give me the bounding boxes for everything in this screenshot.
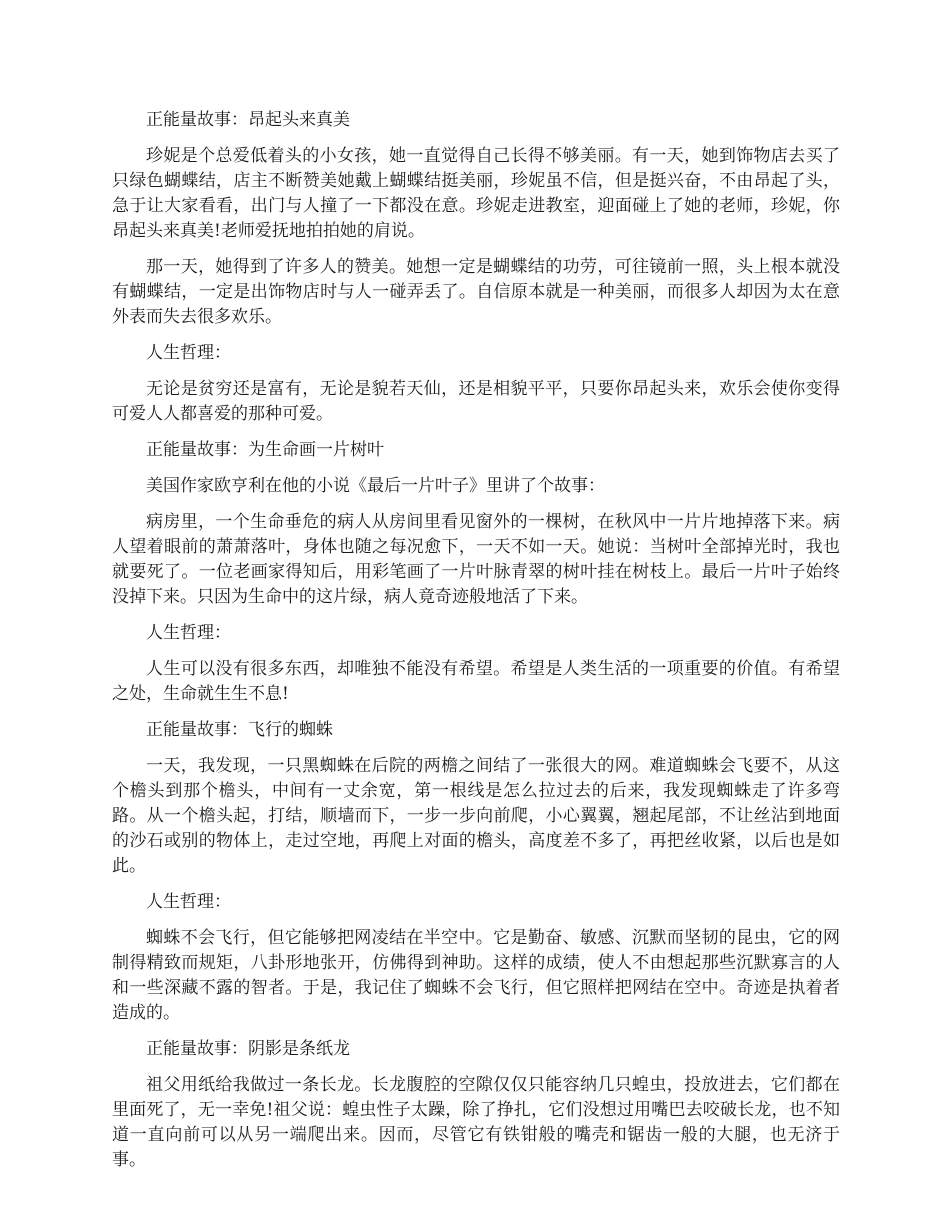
- story-title: 正能量故事：飞行的蜘蛛: [146, 720, 333, 740]
- story-paragraph: 美国作家欧亨利在他的小说《最后一片叶子》里讲了个故事：: [146, 476, 605, 496]
- philosophy-heading: 人生哲理：: [146, 623, 231, 643]
- philosophy-heading: 人生哲理：: [146, 892, 231, 912]
- document-body: [112, 108, 840, 1184]
- story-paragraph: 那一天，她得到了许多人的赞美。她想一定是蝴蝶结的功劳，可往镜前一照，头上根本就没有蝴蝶结，一定是出饰物店时与人一碰弄丢了。自信原本就是一种美丽，而很多人却因为太在意外表而失去很多欢乐。: [112, 257, 840, 327]
- philosophy-heading: 人生哲理：: [146, 343, 231, 363]
- philosophy-paragraph: 蜘蛛不会飞行，但它能够把网凌结在半空中。它是勤奋、敏感、沉默而坚韧的昆虫，它的网制得精致而规矩，八卦形地张开，仿佛得到神助。这样的成绩，使人不由想起那些沉默寡言的人和一些深藏不露的智者。于是，我记住了蜘蛛不会飞行，但它照样把网结在空中。奇迹是执着者造成的。: [112, 928, 840, 1023]
- philosophy-paragraph: 人生可以没有很多东西，却唯独不能没有希望。希望是人类生活的一项重要的价值。有希望之处，生命就生生不息!: [112, 659, 840, 704]
- story-paragraph: 珍妮是个总爱低着头的小女孩，她一直觉得自己长得不够美丽。有一天，她到饰物店去买了只绿色蝴蝶结，店主不断赞美她戴上蝴蝶结挺美丽，珍妮虽不信，但是挺兴奋，不由昂起了头，急于让大家看看，出门与人撞了一下都没在意。珍妮走进教室，迎面碰上了她的老师，珍妮，你昂起头来真美!老师爱抚地拍拍她的肩说。: [112, 146, 840, 241]
- story-title: 正能量故事：为生命画一片树叶: [146, 440, 384, 460]
- philosophy-paragraph: 无论是贫穷还是富有，无论是貌若天仙，还是相貌平平，只要你昂起头来，欢乐会使你变得可爱人人都喜爱的那种可爱。: [112, 379, 840, 424]
- story-title: 正能量故事：阴影是条纸龙: [146, 1039, 350, 1059]
- story-paragraph: 一天，我发现，一只黑蜘蛛在后院的两檐之间结了一张很大的网。难道蜘蛛会飞要不，从这个檐头到那个檐头，中间有一丈余宽，第一根线是怎么拉过去的后来，我发现蜘蛛走了许多弯路。从一个檐头起，打结，顺墙而下，一步一步向前爬，小心翼翼，翘起尾部，不让丝沾到地面的沙石或别的物体上，走过空地，再爬上对面的檐头，高度差不多了，再把丝收紧，以后也是如此。: [112, 756, 840, 876]
- story-title: 正能量故事：昂起头来真美: [146, 110, 350, 130]
- story-paragraph: 祖父用纸给我做过一条长龙。长龙腹腔的空隙仅仅只能容纳几只蝗虫，投放进去，它们都在里面死了，无一幸免!祖父说：蝗虫性子太躁，除了挣扎，它们没想过用嘴巴去咬破长龙，也不知道一直向前可以从另一端爬出来。因而，尽管它有铁钳般的嘴壳和锯齿一般的大腿，也无济于事。: [112, 1075, 840, 1170]
- story-paragraph: 病房里，一个生命垂危的病人从房间里看见窗外的一棵树，在秋风中一片片地掉落下来。病人望着眼前的萧萧落叶，身体也随之每况愈下，一天不如一天。她说：当树叶全部掉光时，我也就要死了。一位老画家得知后，用彩笔画了一片叶脉青翠的树叶挂在树枝上。最后一片叶子始终没掉下来。只因为生命中的这片绿，病人竟奇迹般地活了下来。: [112, 512, 840, 607]
